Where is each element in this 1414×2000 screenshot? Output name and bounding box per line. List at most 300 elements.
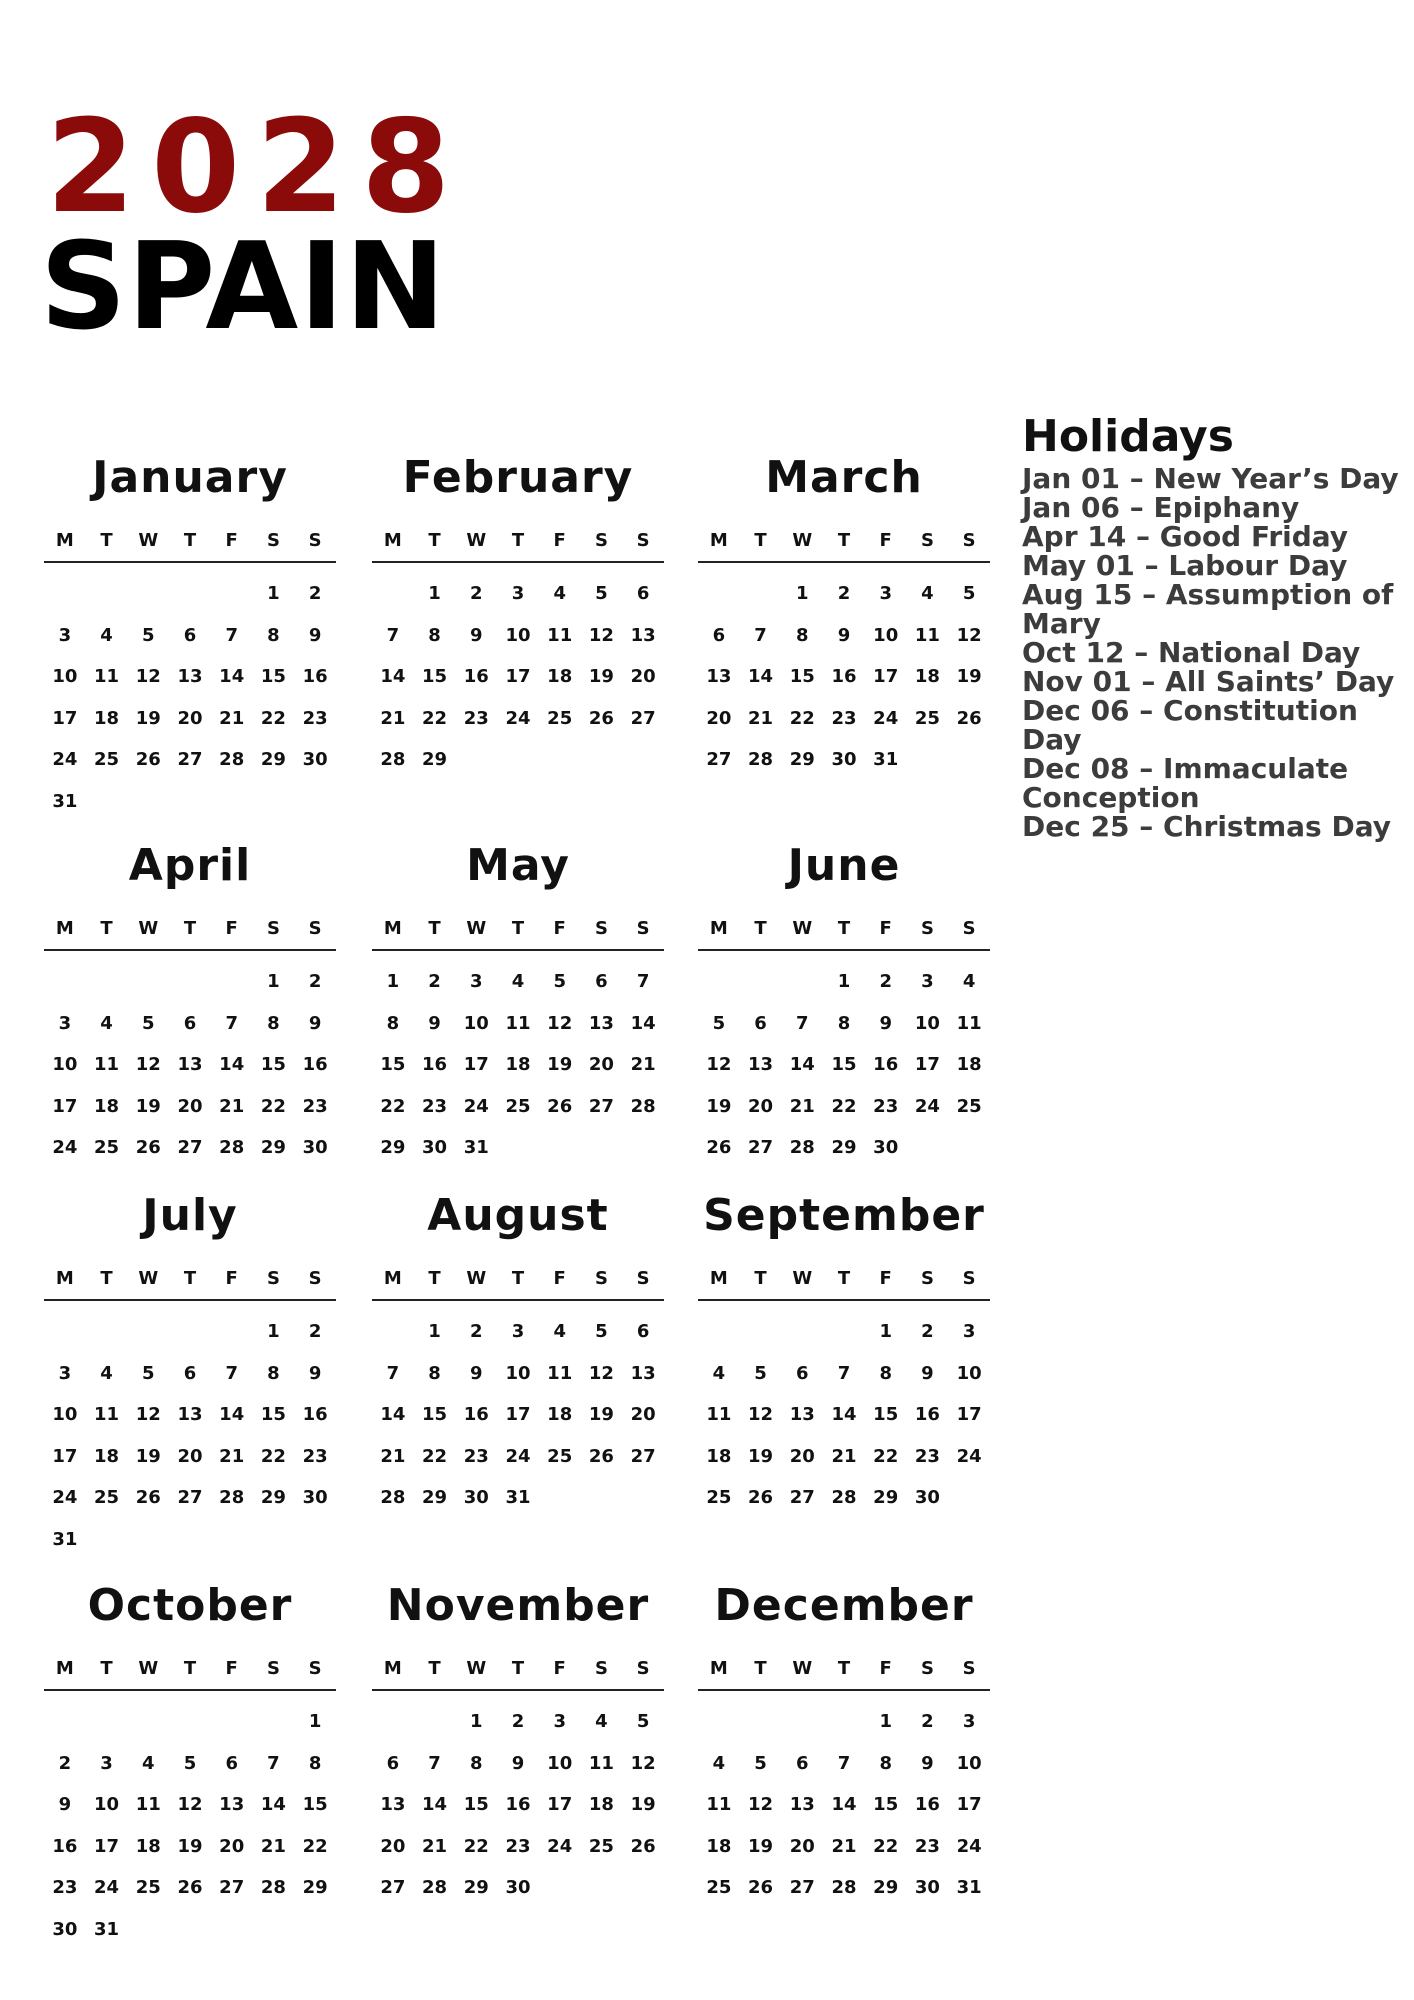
day-number: 20 [748,1095,774,1117]
day-number: 14 [748,666,774,687]
day-number: 16 [302,666,328,687]
day-number: 14 [219,666,245,687]
weekday-label: M [55,918,74,939]
weekday-label: M [709,1658,728,1679]
day-grid [698,951,990,1169]
day-number: 7 [837,1362,851,1384]
month-june [698,838,990,1169]
holiday-item: Aug 15 – Assumption of Mary [1022,578,1394,641]
day-number: 5 [142,1012,155,1034]
holiday-item: Nov 01 – All Saints’ Day [1022,665,1395,699]
empty-day [44,573,86,615]
weekday-label: F [553,1268,566,1289]
day-number: 4 [100,624,113,646]
day-number: 12 [630,1752,656,1774]
weekday-label: S [920,530,934,551]
day-number: 18 [914,666,940,687]
day-number: 9 [58,1794,72,1815]
day-number: 28 [748,749,774,770]
day-number: 11 [505,1012,531,1034]
weekday-label: T [754,918,767,939]
weekday-header [372,530,664,563]
day-number: 5 [754,1362,767,1384]
weekday-label: T [183,530,197,551]
day-number: 31 [956,1877,982,1898]
month-october [44,1578,336,1950]
day-number: 31 [505,1487,531,1508]
empty-day [169,961,211,1003]
day-number: 9 [470,624,483,646]
empty-day [740,1701,782,1743]
day-number: 19 [588,666,614,687]
month-name: March [765,452,923,503]
day-number: 2 [837,583,851,604]
weekday-header [372,1268,664,1301]
weekday-label: S [266,530,280,551]
day-number: 24 [52,1137,78,1158]
weekday-label: T [428,530,441,551]
weekday-label: M [709,530,728,551]
day-grid [44,1691,336,1950]
day-number: 28 [219,1137,245,1158]
day-number: 20 [789,1445,815,1467]
day-number: 24 [547,1835,573,1857]
weekday-label: S [920,918,934,939]
day-number: 5 [595,1321,608,1342]
day-number: 10 [956,1362,982,1384]
day-number: 26 [588,707,614,729]
empty-day [127,1701,169,1743]
weekday-header [698,1658,990,1691]
day-number: 24 [52,1487,78,1508]
weekday-label: S [962,530,976,551]
day-number: 22 [260,707,286,729]
weekday-header [372,1658,664,1691]
day-number: 27 [789,1487,815,1508]
day-number: 9 [921,1752,934,1774]
weekday-label: T [754,1268,767,1289]
day-number: 6 [183,1012,197,1034]
day-number: 16 [831,666,857,687]
day-number: 17 [505,666,531,687]
day-number: 2 [921,1711,934,1732]
day-number: 13 [177,1404,203,1425]
day-number: 18 [706,1835,732,1857]
weekday-label: W [792,1268,813,1289]
day-number: 7 [386,624,400,646]
weekday-label: W [792,530,813,551]
weekday-label: T [100,1658,113,1679]
day-number: 15 [873,1794,899,1815]
day-number: 4 [712,1752,726,1774]
weekday-label: F [553,1658,566,1679]
weekday-header [44,1268,336,1301]
weekday-label: M [55,1658,74,1679]
day-number: 3 [58,624,72,646]
empty-day [211,1311,253,1353]
day-number: 11 [547,1362,573,1384]
day-number: 25 [505,1095,531,1117]
weekday-label: F [225,1268,238,1289]
day-number: 29 [873,1877,899,1898]
day-number: 13 [630,624,656,646]
day-number: 14 [630,1012,656,1034]
empty-day [169,573,211,615]
day-number: 19 [748,1835,774,1857]
day-number: 14 [831,1404,857,1425]
day-number: 12 [956,624,982,646]
day-number: 27 [630,1445,656,1467]
weekday-label: T [100,530,113,551]
day-number: 23 [302,1445,328,1467]
day-number: 2 [511,1711,525,1732]
day-number: 1 [796,583,809,604]
weekday-label: S [962,918,976,939]
day-number: 12 [748,1404,774,1425]
weekday-label: S [636,1658,650,1679]
empty-day [127,1311,169,1353]
day-number: 8 [428,624,441,646]
empty-day [781,1701,823,1743]
day-number: 17 [52,1445,78,1467]
day-number: 24 [94,1877,120,1898]
day-number: 3 [879,583,892,604]
day-number: 9 [879,1012,892,1034]
day-number: 1 [428,583,441,604]
month-may [372,838,664,1169]
month-name: October [87,1580,293,1631]
day-number: 29 [380,1137,406,1158]
day-number: 15 [302,1794,328,1815]
day-number: 7 [225,1362,238,1384]
day-number: 21 [831,1835,857,1857]
day-number: 26 [135,1487,161,1508]
day-number: 9 [921,1362,934,1384]
weekday-label: F [553,530,566,551]
day-number: 3 [511,1321,525,1342]
day-number: 21 [219,707,245,729]
day-number: 18 [505,1054,531,1075]
day-number: 22 [380,1095,406,1117]
day-number: 18 [956,1054,982,1075]
month-name: December [714,1580,974,1631]
day-number: 15 [422,1404,448,1425]
weekday-label: S [594,918,608,939]
day-number: 17 [52,1095,78,1117]
day-number: 6 [183,1362,197,1384]
empty-day [211,961,253,1003]
day-number: 12 [177,1794,203,1815]
day-number: 1 [470,1711,483,1732]
empty-day [253,1701,295,1743]
day-number: 15 [380,1054,406,1075]
day-number: 2 [308,1321,322,1342]
weekday-header [698,530,990,563]
day-number: 7 [428,1752,441,1774]
day-number: 29 [260,749,286,770]
day-number: 20 [706,707,732,729]
weekday-header [698,918,990,951]
empty-day [372,1701,414,1743]
weekday-label: F [225,918,238,939]
day-number: 22 [422,707,448,729]
empty-day [823,1311,865,1353]
empty-day [169,1311,211,1353]
day-number: 19 [135,707,161,729]
day-number: 17 [956,1794,982,1815]
day-number: 25 [135,1877,161,1898]
empty-day [44,961,86,1003]
day-number: 2 [428,971,441,992]
weekday-label: W [466,918,487,939]
day-grid [372,951,664,1169]
weekday-label: T [511,1268,525,1289]
day-number: 4 [595,1711,608,1732]
day-number: 21 [789,1095,815,1117]
day-number: 22 [789,707,815,729]
day-number: 10 [52,1404,78,1425]
day-number: 20 [177,707,203,729]
month-name: November [386,1580,650,1631]
day-number: 12 [135,1054,161,1075]
day-number: 19 [177,1835,203,1857]
day-number: 24 [956,1835,982,1857]
month-name: May [466,840,570,891]
day-number: 21 [831,1445,857,1467]
day-number: 28 [380,749,406,770]
day-number: 28 [630,1095,656,1117]
day-number: 12 [135,666,161,687]
day-number: 3 [470,971,483,992]
day-number: 7 [225,1012,238,1034]
weekday-label: S [636,1268,650,1289]
day-number: 21 [260,1835,286,1857]
day-number: 10 [914,1012,940,1034]
day-number: 24 [873,707,899,729]
empty-day [211,573,253,615]
day-number: 27 [177,749,203,770]
holiday-item: Dec 25 – Christmas Day [1022,810,1391,844]
day-number: 19 [547,1054,573,1075]
holidays-title: Holidays [1022,411,1234,462]
day-number: 23 [302,707,328,729]
day-number: 25 [94,1487,120,1508]
day-number: 14 [422,1794,448,1815]
day-number: 14 [260,1794,286,1815]
day-number: 23 [302,1095,328,1117]
empty-day [372,1311,414,1353]
weekday-header [44,918,336,951]
day-number: 10 [52,666,78,687]
holiday-item: Jan 06 – Epiphany [1022,491,1300,525]
day-number: 29 [463,1877,489,1898]
holiday-item: Jan 01 – New Year’s Day [1022,462,1399,496]
day-number: 11 [94,666,120,687]
day-number: 3 [511,583,525,604]
day-number: 12 [547,1012,573,1034]
holidays-list [1022,462,1402,844]
day-number: 1 [267,1321,280,1342]
day-number: 13 [219,1794,245,1815]
weekday-label: F [225,1658,238,1679]
weekday-label: T [754,1658,767,1679]
weekday-label: W [138,1658,159,1679]
day-number: 8 [386,1012,400,1034]
day-number: 17 [547,1794,573,1815]
day-grid [372,1691,664,1909]
day-number: 24 [52,749,78,770]
day-number: 23 [873,1095,899,1117]
empty-day [169,1701,211,1743]
day-number: 5 [636,1711,650,1732]
day-number: 6 [636,583,650,604]
empty-day [823,1701,865,1743]
day-number: 25 [94,749,120,770]
day-number: 10 [52,1054,78,1075]
month-name: January [92,452,288,503]
weekday-label: T [511,530,525,551]
day-number: 11 [135,1794,161,1815]
day-number: 27 [177,1487,203,1508]
weekday-label: F [879,530,892,551]
day-number: 13 [789,1794,815,1815]
day-number: 21 [380,1445,406,1467]
day-number: 15 [873,1404,899,1425]
weekday-label: T [100,1268,113,1289]
day-number: 20 [630,666,656,687]
day-number: 17 [914,1054,940,1075]
empty-day [698,1311,740,1353]
day-number: 19 [706,1095,732,1117]
weekday-label: T [428,1268,441,1289]
day-number: 8 [796,624,809,646]
day-grid [44,1301,336,1560]
weekday-label: T [837,530,851,551]
weekday-label: W [792,1658,813,1679]
day-number: 1 [308,1711,322,1732]
weekday-label: M [55,530,74,551]
empty-day [127,573,169,615]
empty-day [44,1311,86,1353]
day-number: 13 [630,1362,656,1384]
day-number: 20 [177,1445,203,1467]
day-number: 7 [796,1012,809,1034]
weekday-label: M [383,530,402,551]
weekday-label: M [55,1268,74,1289]
day-number: 26 [177,1877,203,1898]
empty-day [698,573,740,615]
day-number: 2 [879,971,892,992]
day-number: 31 [94,1918,120,1940]
day-number: 24 [463,1095,489,1117]
day-number: 18 [135,1835,161,1857]
day-number: 11 [94,1054,120,1075]
day-number: 10 [956,1752,982,1774]
day-number: 3 [100,1752,113,1774]
day-number: 13 [177,1054,203,1075]
day-number: 8 [267,1012,280,1034]
day-number: 1 [428,1321,441,1342]
day-number: 10 [505,1362,531,1384]
day-number: 7 [636,971,650,992]
day-number: 7 [386,1362,400,1384]
day-number: 9 [428,1012,441,1034]
day-number: 2 [470,583,483,604]
weekday-label: M [709,918,728,939]
empty-day [372,573,414,615]
empty-day [698,1701,740,1743]
weekday-label: S [308,918,322,939]
day-number: 5 [754,1752,767,1774]
weekday-label: T [511,1658,525,1679]
empty-day [44,1701,86,1743]
day-number: 3 [921,971,934,992]
day-number: 15 [463,1794,489,1815]
month-name: July [142,1190,238,1241]
day-number: 29 [422,749,448,770]
day-number: 5 [142,1362,155,1384]
day-number: 18 [706,1445,732,1467]
day-number: 15 [789,666,815,687]
day-number: 4 [553,1321,566,1342]
day-grid [372,1301,664,1519]
day-number: 4 [100,1012,113,1034]
day-number: 4 [962,971,976,992]
day-number: 22 [302,1835,328,1857]
day-number: 24 [956,1445,982,1467]
day-number: 19 [135,1095,161,1117]
day-number: 3 [962,1711,976,1732]
weekday-label: F [225,530,238,551]
day-number: 18 [547,1404,573,1425]
day-number: 14 [219,1404,245,1425]
day-number: 26 [748,1877,774,1898]
day-number: 8 [308,1752,322,1774]
day-number: 23 [914,1835,940,1857]
day-number: 22 [260,1445,286,1467]
day-number: 15 [260,1054,286,1075]
day-number: 5 [553,971,566,992]
day-number: 26 [547,1095,573,1117]
day-number: 31 [873,749,899,770]
day-number: 23 [831,707,857,729]
day-number: 2 [921,1321,934,1342]
day-number: 16 [302,1054,328,1075]
month-january [44,450,336,822]
day-number: 28 [789,1137,815,1158]
day-number: 8 [267,1362,280,1384]
day-number: 23 [463,707,489,729]
day-number: 19 [630,1794,656,1815]
day-number: 2 [58,1752,72,1774]
day-number: 20 [789,1835,815,1857]
day-number: 8 [837,1012,851,1034]
weekday-label: S [594,1658,608,1679]
month-name: April [128,840,252,891]
day-number: 3 [58,1362,72,1384]
day-number: 2 [308,971,322,992]
day-number: 22 [831,1095,857,1117]
day-number: 7 [225,624,238,646]
day-number: 15 [422,666,448,687]
month-name: June [787,840,901,891]
day-number: 14 [380,1404,406,1425]
day-number: 12 [706,1054,732,1075]
month-september [698,1188,990,1519]
day-number: 23 [505,1835,531,1857]
day-number: 4 [511,971,525,992]
day-number: 8 [879,1752,892,1774]
